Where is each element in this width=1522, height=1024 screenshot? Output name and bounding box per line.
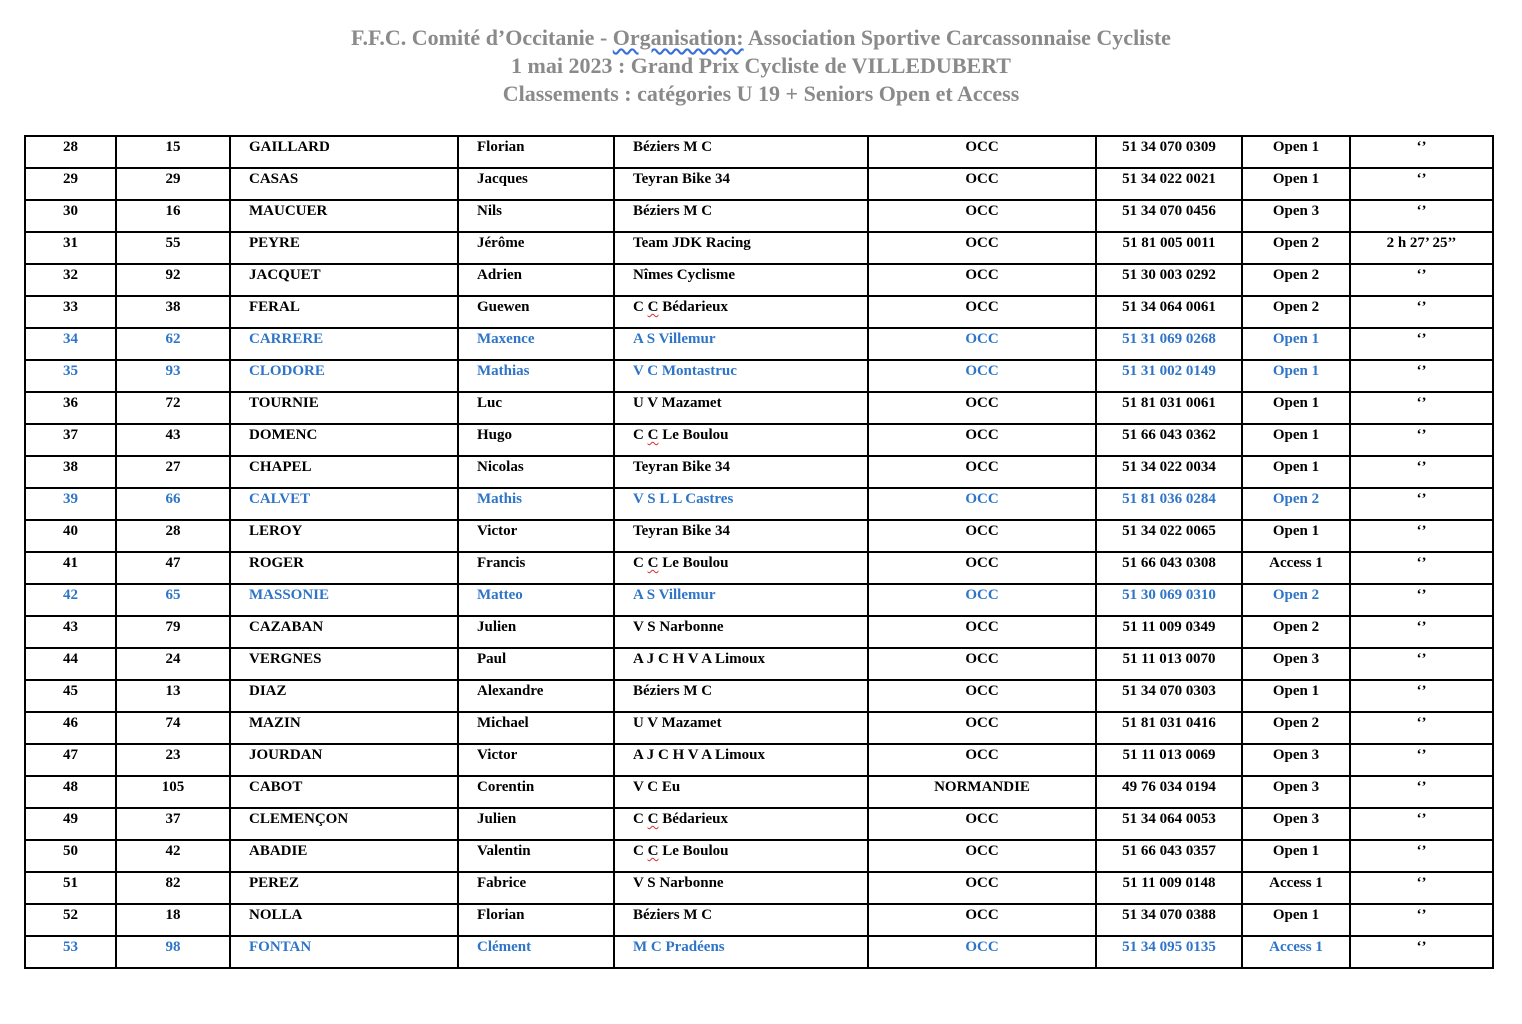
club-cell: Teyran Bike 34 (614, 456, 868, 488)
spellcheck-mark: C (647, 555, 659, 571)
header-organiser: Association Sportive Carcassonnaise Cycliste (743, 25, 1171, 50)
region-cell: OCC (868, 456, 1096, 488)
table-row (25, 712, 1493, 744)
category-cell: Access 1 (1242, 872, 1350, 904)
club-cell: U V Mazamet (614, 392, 868, 424)
time-cell: ‘’ (1350, 552, 1493, 584)
club-cell: Team JDK Racing (614, 232, 868, 264)
licence-cell: 49 76 034 0194 (1096, 776, 1242, 808)
club-cell: Béziers M C (614, 680, 868, 712)
licence-cell: 51 34 095 0135 (1096, 936, 1242, 968)
time-cell: ‘’ (1350, 136, 1493, 168)
bib-cell: 82 (116, 872, 230, 904)
licence-cell: 51 34 064 0061 (1096, 296, 1242, 328)
rank-cell: 45 (25, 680, 116, 712)
rank-cell: 39 (25, 488, 116, 520)
category-cell: Open 2 (1242, 296, 1350, 328)
club-cell: Béziers M C (614, 200, 868, 232)
region-cell: OCC (868, 872, 1096, 904)
licence-cell: 51 31 002 0149 (1096, 360, 1242, 392)
club-cell: C C Le Boulou (614, 840, 868, 872)
lastname-cell: CASAS (230, 168, 458, 200)
table-row (25, 424, 1493, 456)
bib-cell: 72 (116, 392, 230, 424)
time-cell: ‘’ (1350, 424, 1493, 456)
table-row (25, 520, 1493, 552)
firstname-cell: Hugo (458, 424, 614, 456)
category-cell: Open 2 (1242, 488, 1350, 520)
region-cell: OCC (868, 584, 1096, 616)
rank-cell: 38 (25, 456, 116, 488)
category-cell: Open 2 (1242, 264, 1350, 296)
licence-cell: 51 31 069 0268 (1096, 328, 1242, 360)
lastname-cell: FERAL (230, 296, 458, 328)
bib-cell: 24 (116, 648, 230, 680)
time-cell: ‘’ (1350, 296, 1493, 328)
firstname-cell: Corentin (458, 776, 614, 808)
time-cell: ‘’ (1350, 264, 1493, 296)
spellcheck-mark: C (647, 427, 659, 443)
lastname-cell: CLEMENÇON (230, 808, 458, 840)
rank-cell: 36 (25, 392, 116, 424)
document-header (0, 24, 1522, 108)
club-cell: V S Narbonne (614, 872, 868, 904)
time-cell: ‘’ (1350, 840, 1493, 872)
region-cell: OCC (868, 488, 1096, 520)
lastname-cell: NOLLA (230, 904, 458, 936)
region-cell: OCC (868, 904, 1096, 936)
table-row (25, 904, 1493, 936)
region-cell: OCC (868, 680, 1096, 712)
rank-cell: 47 (25, 744, 116, 776)
bib-cell: 55 (116, 232, 230, 264)
time-cell: ‘’ (1350, 200, 1493, 232)
club-cell: M C Pradéens (614, 936, 868, 968)
lastname-cell: ROGER (230, 552, 458, 584)
spellcheck-mark: C (647, 299, 659, 315)
bib-cell: 42 (116, 840, 230, 872)
region-cell: OCC (868, 808, 1096, 840)
lastname-cell: CHAPEL (230, 456, 458, 488)
time-cell: ‘’ (1350, 744, 1493, 776)
region-cell: OCC (868, 328, 1096, 360)
bib-cell: 66 (116, 488, 230, 520)
lastname-cell: GAILLARD (230, 136, 458, 168)
table-row (25, 648, 1493, 680)
time-cell: 2 h 27’ 25’’ (1350, 232, 1493, 264)
bib-cell: 15 (116, 136, 230, 168)
licence-cell: 51 34 070 0456 (1096, 200, 1242, 232)
region-cell: OCC (868, 840, 1096, 872)
licence-cell: 51 34 070 0309 (1096, 136, 1242, 168)
lastname-cell: DIAZ (230, 680, 458, 712)
time-cell: ‘’ (1350, 712, 1493, 744)
licence-cell: 51 30 003 0292 (1096, 264, 1242, 296)
firstname-cell: Francis (458, 552, 614, 584)
category-cell: Open 1 (1242, 360, 1350, 392)
firstname-cell: Alexandre (458, 680, 614, 712)
region-cell: OCC (868, 936, 1096, 968)
category-cell: Open 3 (1242, 200, 1350, 232)
firstname-cell: Maxence (458, 328, 614, 360)
lastname-cell: LEROY (230, 520, 458, 552)
club-cell: V S L L Castres (614, 488, 868, 520)
licence-cell: 51 81 031 0416 (1096, 712, 1242, 744)
table-row (25, 584, 1493, 616)
bib-cell: 105 (116, 776, 230, 808)
lastname-cell: CALVET (230, 488, 458, 520)
firstname-cell: Florian (458, 136, 614, 168)
table-row (25, 200, 1493, 232)
header-line-2: 1 mai 2023 : Grand Prix Cycliste de VILLEDUBERT (511, 53, 1011, 78)
rank-cell: 35 (25, 360, 116, 392)
lastname-cell: CARRERE (230, 328, 458, 360)
rank-cell: 48 (25, 776, 116, 808)
firstname-cell: Clément (458, 936, 614, 968)
bib-cell: 23 (116, 744, 230, 776)
rank-cell: 33 (25, 296, 116, 328)
rank-cell: 41 (25, 552, 116, 584)
category-cell: Open 1 (1242, 456, 1350, 488)
bib-cell: 43 (116, 424, 230, 456)
table-row (25, 296, 1493, 328)
bib-cell: 47 (116, 552, 230, 584)
region-cell: OCC (868, 744, 1096, 776)
club-cell: C C Le Boulou (614, 552, 868, 584)
club-cell: V C Montastruc (614, 360, 868, 392)
club-cell: V C Eu (614, 776, 868, 808)
bib-cell: 29 (116, 168, 230, 200)
rank-cell: 40 (25, 520, 116, 552)
lastname-cell: JOURDAN (230, 744, 458, 776)
table-row (25, 136, 1493, 168)
bib-cell: 65 (116, 584, 230, 616)
category-cell: Open 2 (1242, 232, 1350, 264)
firstname-cell: Julien (458, 616, 614, 648)
club-cell: C C Le Boulou (614, 424, 868, 456)
header-organisation-label: Organisation: (612, 25, 744, 50)
rank-cell: 42 (25, 584, 116, 616)
licence-cell: 51 11 009 0349 (1096, 616, 1242, 648)
time-cell: ‘’ (1350, 520, 1493, 552)
rank-cell: 43 (25, 616, 116, 648)
lastname-cell: JACQUET (230, 264, 458, 296)
category-cell: Open 1 (1242, 520, 1350, 552)
lastname-cell: FONTAN (230, 936, 458, 968)
time-cell: ‘’ (1350, 488, 1493, 520)
rank-cell: 28 (25, 136, 116, 168)
category-cell: Access 1 (1242, 552, 1350, 584)
region-cell: OCC (868, 392, 1096, 424)
category-cell: Access 1 (1242, 936, 1350, 968)
rank-cell: 49 (25, 808, 116, 840)
results-table (24, 135, 1494, 969)
bib-cell: 79 (116, 616, 230, 648)
bib-cell: 28 (116, 520, 230, 552)
spellcheck-mark: C (647, 843, 659, 859)
bib-cell: 16 (116, 200, 230, 232)
time-cell: ‘’ (1350, 776, 1493, 808)
licence-cell: 51 81 005 0011 (1096, 232, 1242, 264)
table-row (25, 168, 1493, 200)
region-cell: OCC (868, 648, 1096, 680)
club-cell: A S Villemur (614, 328, 868, 360)
club-cell: C C Bédarieux (614, 296, 868, 328)
bib-cell: 38 (116, 296, 230, 328)
lastname-cell: PEREZ (230, 872, 458, 904)
header-federation: F.F.C. Comité d’Occitanie - (351, 25, 613, 50)
time-cell: ‘’ (1350, 392, 1493, 424)
bib-cell: 93 (116, 360, 230, 392)
category-cell: Open 3 (1242, 776, 1350, 808)
lastname-cell: VERGNES (230, 648, 458, 680)
licence-cell: 51 81 036 0284 (1096, 488, 1242, 520)
table-row (25, 264, 1493, 296)
region-cell: OCC (868, 520, 1096, 552)
spellcheck-mark: C (647, 811, 659, 827)
rank-cell: 51 (25, 872, 116, 904)
rank-cell: 30 (25, 200, 116, 232)
licence-cell: 51 11 013 0069 (1096, 744, 1242, 776)
category-cell: Open 2 (1242, 712, 1350, 744)
club-cell: Béziers M C (614, 136, 868, 168)
lastname-cell: CABOT (230, 776, 458, 808)
club-cell: V S Narbonne (614, 616, 868, 648)
lastname-cell: MASSONIE (230, 584, 458, 616)
licence-cell: 51 81 031 0061 (1096, 392, 1242, 424)
club-cell: A S Villemur (614, 584, 868, 616)
category-cell: Open 1 (1242, 392, 1350, 424)
licence-cell: 51 30 069 0310 (1096, 584, 1242, 616)
category-cell: Open 1 (1242, 168, 1350, 200)
firstname-cell: Julien (458, 808, 614, 840)
table-row (25, 328, 1493, 360)
rank-cell: 29 (25, 168, 116, 200)
time-cell: ‘’ (1350, 360, 1493, 392)
table-row (25, 552, 1493, 584)
table-row (25, 808, 1493, 840)
bib-cell: 27 (116, 456, 230, 488)
firstname-cell: Matteo (458, 584, 614, 616)
licence-cell: 51 34 022 0034 (1096, 456, 1242, 488)
firstname-cell: Florian (458, 904, 614, 936)
rank-cell: 52 (25, 904, 116, 936)
table-row (25, 488, 1493, 520)
club-cell: C C Bédarieux (614, 808, 868, 840)
header-line-1 (0, 24, 1522, 52)
table-row (25, 776, 1493, 808)
club-cell: Teyran Bike 34 (614, 520, 868, 552)
region-cell: OCC (868, 200, 1096, 232)
firstname-cell: Mathias (458, 360, 614, 392)
firstname-cell: Adrien (458, 264, 614, 296)
region-cell: OCC (868, 424, 1096, 456)
region-cell: OCC (868, 168, 1096, 200)
table-row (25, 456, 1493, 488)
table-row (25, 744, 1493, 776)
licence-cell: 51 66 043 0357 (1096, 840, 1242, 872)
table-row (25, 680, 1493, 712)
lastname-cell: DOMENC (230, 424, 458, 456)
firstname-cell: Jacques (458, 168, 614, 200)
time-cell: ‘’ (1350, 328, 1493, 360)
region-cell: NORMANDIE (868, 776, 1096, 808)
category-cell: Open 2 (1242, 616, 1350, 648)
time-cell: ‘’ (1350, 616, 1493, 648)
region-cell: OCC (868, 616, 1096, 648)
time-cell: ‘’ (1350, 456, 1493, 488)
firstname-cell: Victor (458, 744, 614, 776)
bib-cell: 37 (116, 808, 230, 840)
lastname-cell: CAZABAN (230, 616, 458, 648)
table-row (25, 616, 1493, 648)
club-cell: Nîmes Cyclisme (614, 264, 868, 296)
bib-cell: 18 (116, 904, 230, 936)
category-cell: Open 3 (1242, 648, 1350, 680)
firstname-cell: Jérôme (458, 232, 614, 264)
time-cell: ‘’ (1350, 168, 1493, 200)
lastname-cell: MAZIN (230, 712, 458, 744)
licence-cell: 51 66 043 0308 (1096, 552, 1242, 584)
category-cell: Open 1 (1242, 904, 1350, 936)
firstname-cell: Nicolas (458, 456, 614, 488)
lastname-cell: ABADIE (230, 840, 458, 872)
rank-cell: 37 (25, 424, 116, 456)
category-cell: Open 1 (1242, 680, 1350, 712)
bib-cell: 98 (116, 936, 230, 968)
firstname-cell: Victor (458, 520, 614, 552)
firstname-cell: Mathis (458, 488, 614, 520)
category-cell: Open 1 (1242, 840, 1350, 872)
licence-cell: 51 66 043 0362 (1096, 424, 1242, 456)
rank-cell: 34 (25, 328, 116, 360)
category-cell: Open 2 (1242, 584, 1350, 616)
club-cell: Teyran Bike 34 (614, 168, 868, 200)
category-cell: Open 3 (1242, 808, 1350, 840)
rank-cell: 46 (25, 712, 116, 744)
licence-cell: 51 11 009 0148 (1096, 872, 1242, 904)
firstname-cell: Nils (458, 200, 614, 232)
category-cell: Open 3 (1242, 744, 1350, 776)
lastname-cell: MAUCUER (230, 200, 458, 232)
region-cell: OCC (868, 296, 1096, 328)
rank-cell: 50 (25, 840, 116, 872)
club-cell: A J C H V A Limoux (614, 648, 868, 680)
club-cell: U V Mazamet (614, 712, 868, 744)
region-cell: OCC (868, 552, 1096, 584)
region-cell: OCC (868, 136, 1096, 168)
header-line-3: Classements : catégories U 19 + Seniors Open et Access (502, 81, 1020, 106)
table-row (25, 392, 1493, 424)
rank-cell: 53 (25, 936, 116, 968)
time-cell: ‘’ (1350, 680, 1493, 712)
bib-cell: 13 (116, 680, 230, 712)
licence-cell: 51 11 013 0070 (1096, 648, 1242, 680)
bib-cell: 74 (116, 712, 230, 744)
lastname-cell: CLODORE (230, 360, 458, 392)
firstname-cell: Michael (458, 712, 614, 744)
firstname-cell: Fabrice (458, 872, 614, 904)
region-cell: OCC (868, 232, 1096, 264)
club-cell: Béziers M C (614, 904, 868, 936)
licence-cell: 51 34 070 0303 (1096, 680, 1242, 712)
time-cell: ‘’ (1350, 904, 1493, 936)
category-cell: Open 1 (1242, 424, 1350, 456)
results-body (25, 136, 1493, 968)
licence-cell: 51 34 022 0065 (1096, 520, 1242, 552)
lastname-cell: PEYRE (230, 232, 458, 264)
licence-cell: 51 34 022 0021 (1096, 168, 1242, 200)
firstname-cell: Paul (458, 648, 614, 680)
region-cell: OCC (868, 264, 1096, 296)
time-cell: ‘’ (1350, 936, 1493, 968)
time-cell: ‘’ (1350, 872, 1493, 904)
firstname-cell: Luc (458, 392, 614, 424)
bib-cell: 92 (116, 264, 230, 296)
region-cell: OCC (868, 360, 1096, 392)
firstname-cell: Valentin (458, 840, 614, 872)
time-cell: ‘’ (1350, 648, 1493, 680)
time-cell: ‘’ (1350, 584, 1493, 616)
licence-cell: 51 34 070 0388 (1096, 904, 1242, 936)
table-row (25, 232, 1493, 264)
licence-cell: 51 34 064 0053 (1096, 808, 1242, 840)
rank-cell: 31 (25, 232, 116, 264)
table-row (25, 840, 1493, 872)
table-row (25, 872, 1493, 904)
table-row (25, 360, 1493, 392)
category-cell: Open 1 (1242, 136, 1350, 168)
club-cell: A J C H V A Limoux (614, 744, 868, 776)
rank-cell: 32 (25, 264, 116, 296)
rank-cell: 44 (25, 648, 116, 680)
bib-cell: 62 (116, 328, 230, 360)
firstname-cell: Guewen (458, 296, 614, 328)
table-row (25, 936, 1493, 968)
lastname-cell: TOURNIE (230, 392, 458, 424)
region-cell: OCC (868, 712, 1096, 744)
time-cell: ‘’ (1350, 808, 1493, 840)
category-cell: Open 1 (1242, 328, 1350, 360)
